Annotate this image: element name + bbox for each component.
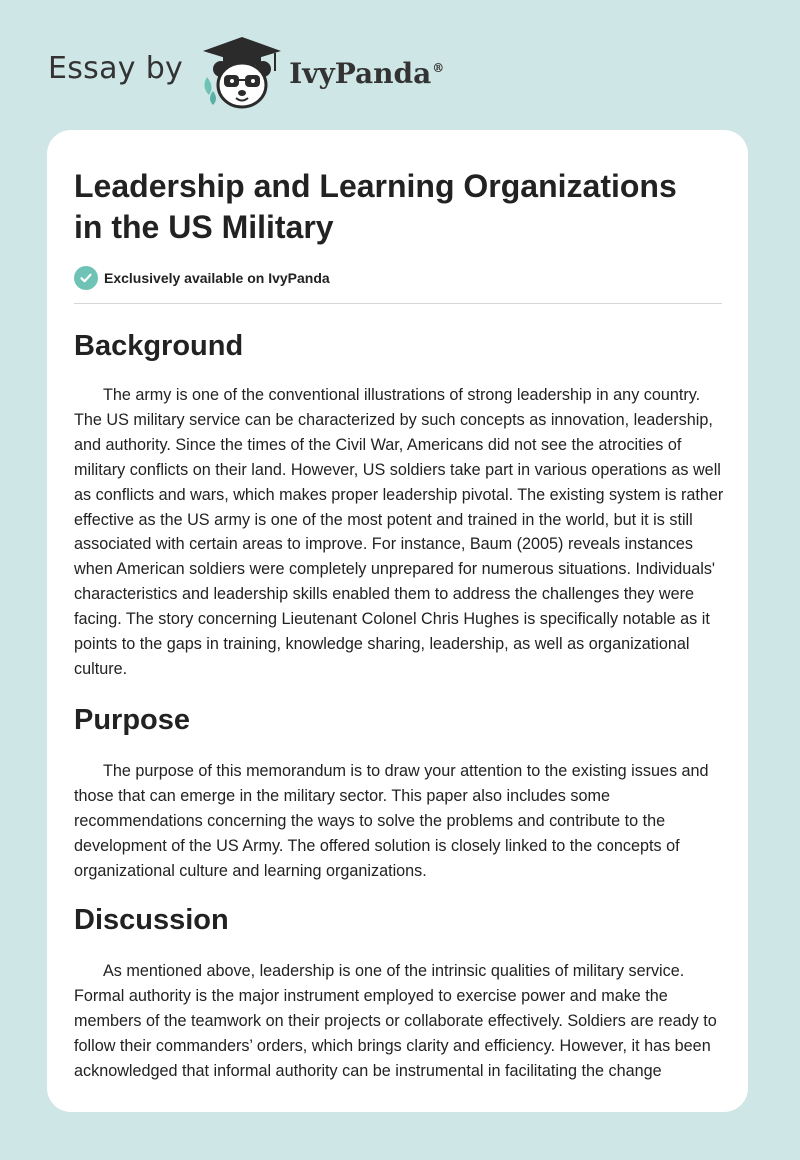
- brand-name: IvyPanda®: [289, 56, 445, 90]
- exclusive-label: Exclusively available on IvyPanda: [104, 270, 330, 286]
- brand-prefix: Essay by: [48, 50, 184, 86]
- essay-card: [47, 130, 748, 1112]
- check-circle-icon: [74, 266, 98, 290]
- section-paragraph-discussion: As mentioned above, leadership is one of the intrinsic qualities of military service. Formal authority is the major instrument employed to exercise power and make the members of the teamwork on their projects or collaborate effectively. Soldiers are ready to follow their commanders’ orders, which brings clarity and efficiency. However, it has been acknowledged that informal authority can be instrumental in facilitating the change: [74, 962, 717, 1081]
- brand-header[interactable]: [48, 32, 444, 112]
- panda-graduate-logo-icon: [199, 33, 285, 111]
- section-heading-discussion: Discussion: [74, 904, 229, 937]
- section-paragraph-purpose: The purpose of this memorandum is to draw your attention to the existing issues and those that can emerge in the military sector. This paper also includes some recommendations concerning the ways to solve the problems and contribute to the development of the US Army. The offered solution is closely linked to the concepts of organizational culture and learning organizations.: [74, 761, 709, 880]
- exclusive-badge: [74, 266, 721, 290]
- page-title: Leadership and Learning Organizations in the US Military: [74, 168, 677, 245]
- section-heading-background: Background: [74, 330, 244, 362]
- section-heading-purpose: Purpose: [74, 703, 191, 736]
- registered-mark: ®: [432, 61, 445, 76]
- section-paragraph-background: The army is one of the conventional illustrations of strong leadership in any country. The US military service can be characterized by such concepts as innovation, leadership, and authority. Since the times of the Civil War, Americans did not see the atrocities of military conflicts on their land. However, US soldiers take part in various operations as well as conflicts and wars, which makes proper leadership pivotal. The existing system is rather effective as the US army is one of the most potent and trained in the world, but it is still associated with certain areas to improve. For instance, Baum (2005) reveals instances when American soldiers were completely unprepared for numerous situations. Individuals' characteristics and leadership skills enabled them to address the challenges they were facing. The story concerning Lieutenant Colonel Chris Hughes is specifically notable as it points to the gaps in training, knowledge sharing, leadership, as well as organizational culture.: [74, 386, 724, 678]
- divider: [74, 303, 722, 304]
